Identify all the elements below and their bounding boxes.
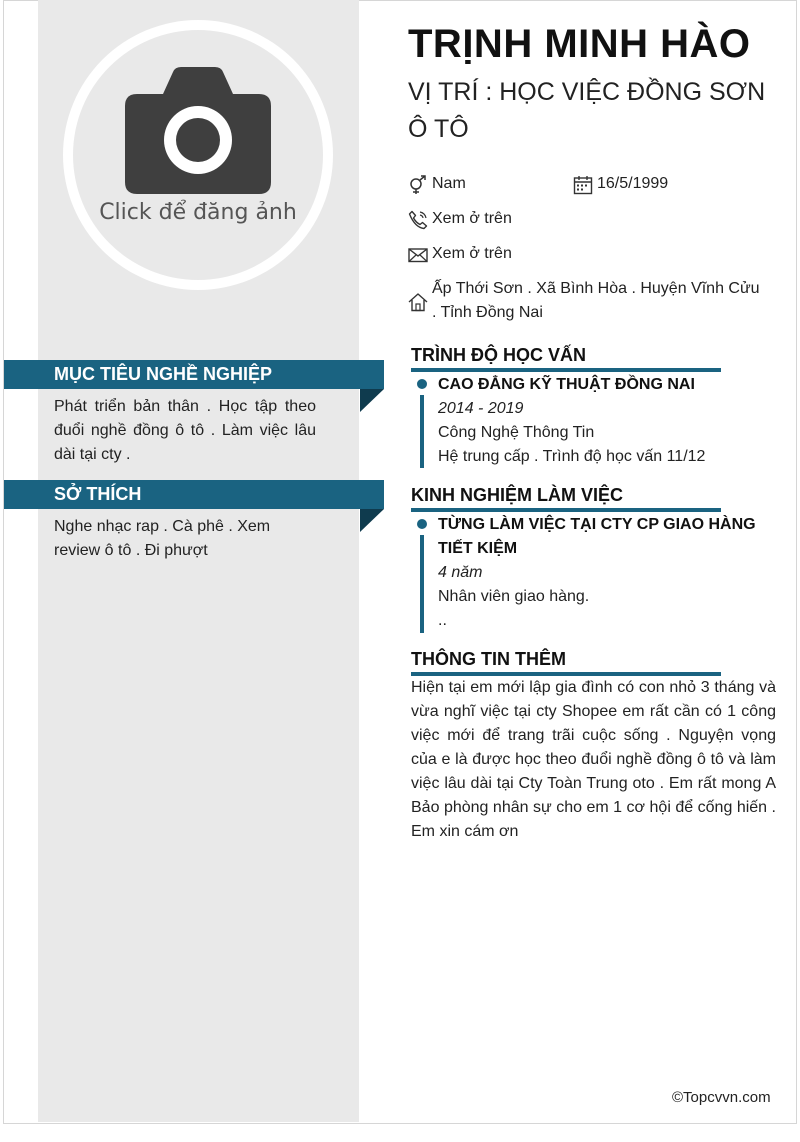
work-duration: 4 năm [438, 564, 483, 581]
extra-info-heading: THÔNG TIN THÊM [411, 647, 721, 676]
camera-icon[interactable] [123, 66, 273, 196]
school-major: Công Nghệ Thông Tin [438, 424, 595, 441]
timeline-dot [417, 519, 427, 529]
school-name: CAO ĐẲNG KỸ THUẬT ĐỒNG NAI [438, 376, 695, 393]
objective-text: Phát triển bản thân . Học tập theo đuổi nghề đồng ô tô . Làm việc lâu dài tại cty . [54, 398, 316, 463]
gender-icon [408, 175, 428, 195]
company-name: TỪNG LÀM VIỆC TẠI CTY CP GIAO HÀNG TIẾT KIỆM [438, 516, 756, 557]
ribbon-fold-icon [360, 509, 384, 532]
home-icon [408, 292, 428, 312]
gender-value: Nam [432, 175, 466, 192]
calendar-icon [573, 175, 593, 195]
envelope-icon [408, 245, 428, 265]
timeline-bar [420, 395, 424, 468]
timeline-dot [417, 379, 427, 389]
copyright-footer[interactable]: ©Topcvvn.com [672, 1089, 771, 1106]
birthdate-value: 16/5/1999 [597, 175, 669, 192]
education-heading: TRÌNH ĐỘ HỌC VẤN [411, 343, 721, 372]
school-detail: Hệ trung cấp . Trình độ học vấn 11/12 [438, 448, 706, 465]
work-note: .. [438, 612, 447, 629]
objective-heading: MỤC TIÊU NGHỀ NGHIỆP [4, 360, 384, 389]
hobbies-heading: SỞ THÍCH [4, 480, 384, 509]
email-value: Xem ở trên [432, 245, 512, 262]
school-years: 2014 - 2019 [438, 400, 524, 417]
phone-icon [408, 210, 428, 230]
job-position: VỊ TRÍ : HỌC VIỆC ĐỒNG SƠN Ô TÔ [408, 78, 766, 143]
full-name: TRỊNH MINH HÀO [408, 22, 751, 66]
timeline-bar [420, 535, 424, 633]
address-value: Ấp Thới Sơn . Xã Bình Hòa . Huyện Vĩnh Cửu . Tỉnh Đồng Nai [432, 280, 760, 321]
phone-value: Xem ở trên [432, 210, 512, 227]
extra-info-text: Hiện tại em mới lập gia đình có con nhỏ 3 tháng và vừa nghĩ việc tại cty Shopee em rất cần có 1 công việc mới để trang trãi cuộc sống . Nguyện vọng của e là được học theo đuổi nghề đồng ô tô và làm việc lâu dài tại Cty Toàn Trung oto . Em rất mong A Bảo phòng nhân sự cho em 1 cơ hội để cống hiến . Em xin cám ơn [411, 679, 776, 840]
upload-photo-label[interactable]: Click để đăng ảnh [99, 200, 297, 225]
work-role: Nhân viên giao hàng. [438, 588, 590, 605]
hobbies-text: Nghe nhạc rap . Cà phê . Xem review ô tô . Đi phượt [54, 518, 271, 559]
experience-heading: KINH NGHIỆM LÀM VIỆC [411, 483, 721, 512]
ribbon-fold-icon [360, 389, 384, 412]
